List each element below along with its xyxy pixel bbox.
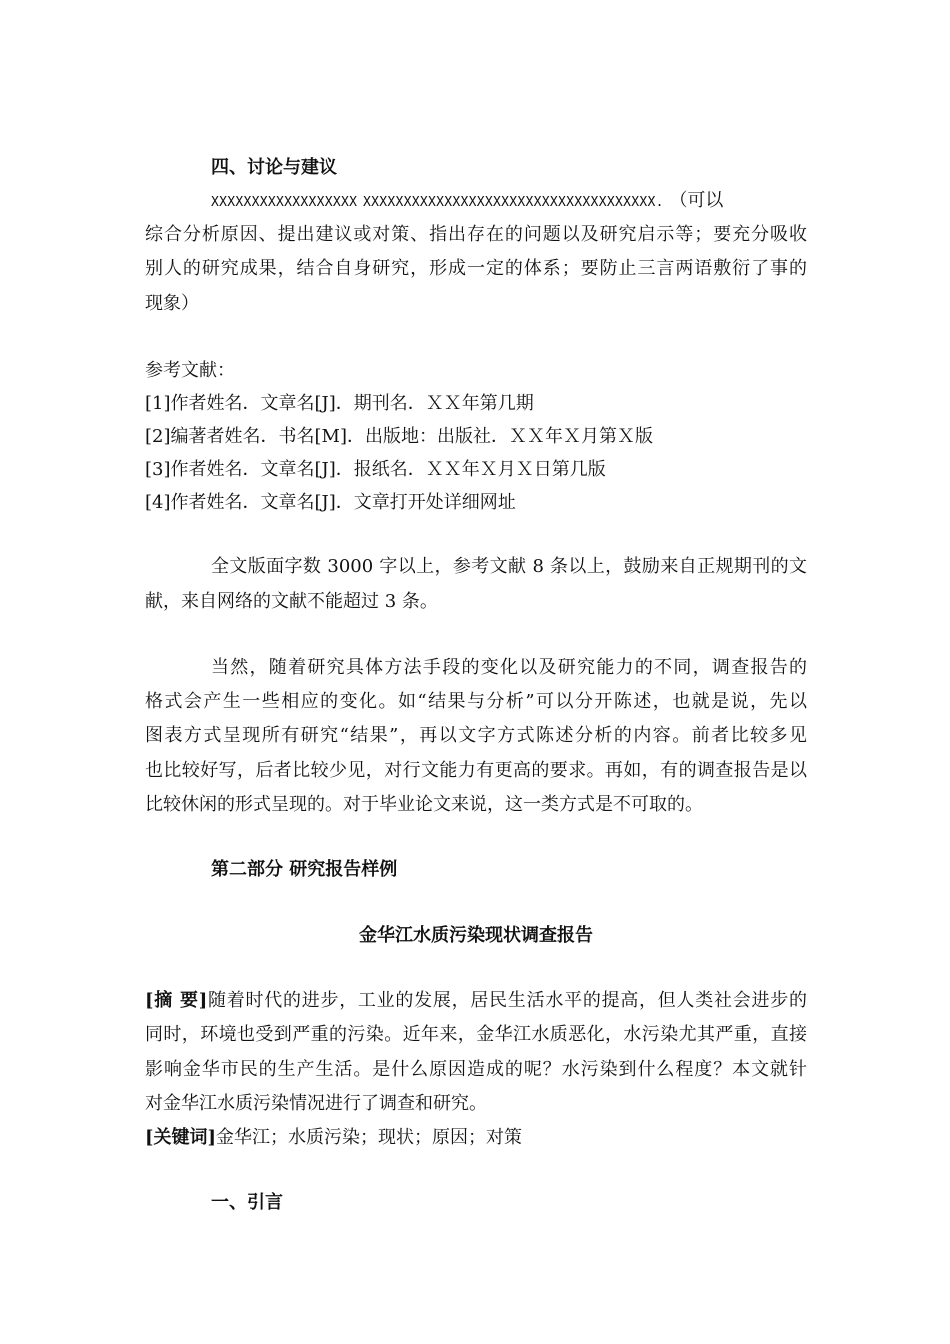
- note-line2: 格式会产生一些相应的变化。如“结果与分析”可以分开陈述，也就是说，先以: [145, 691, 807, 712]
- abstract-line3: 影响金华市民的生产生活。是什么原因造成的呢？水污染到什么程度？本文就针: [145, 1059, 807, 1080]
- section4-heading: 四、讨论与建议: [211, 157, 337, 178]
- intro-heading: 一、引言: [211, 1192, 283, 1213]
- abstract-line2: 同时，环境也受到严重的污染。近年来，金华江水质恶化，水污染尤其严重，直接: [145, 1024, 807, 1045]
- reference-item-2: [2]编著者姓名．书名[M]．出版地：出版社．ＸＸ年Ｘ月第Ｘ版: [145, 426, 653, 447]
- keywords-line: [145, 1121, 807, 1155]
- note-line1: 当然，随着研究具体方法手段的变化以及研究能力的不同，调查报告的: [211, 657, 807, 678]
- placeholder-x-run-b: XXXXXXXXXXXXXXXXXXXXXXXXXXXXXXXXXXXX.: [363, 195, 664, 210]
- reference-item-1: [1]作者姓名．文章名[J]．期刊名．ＸＸ年第几期: [145, 393, 534, 414]
- keywords-label: [关键词]: [145, 1127, 217, 1148]
- reference-item-3: [3]作者姓名．文章名[J]．报纸名．ＸＸ年Ｘ月Ｘ日第几版: [145, 459, 606, 480]
- requirement-line1: 全文版面字数 3000 字以上，参考文献 8 条以上，鼓励来自正规期刊的文: [211, 556, 807, 577]
- note-line4: 也比较好写，后者比较少见，对行文能力有更高的要求。再如，有的调查报告是以: [145, 760, 807, 781]
- placeholder-x-run-a: XXXXXXXXXXXXXXXXXX: [211, 195, 358, 210]
- keywords-text: 金华江；水质污染；现状；原因；对策: [216, 1127, 523, 1148]
- sample-report-title: 金华江水质污染现状调查报告: [359, 925, 593, 946]
- abstract-text-1: 随着时代的进步，工业的发展，居民生活水平的提高，但人类社会进步的: [207, 990, 807, 1011]
- section4-line2: 综合分析原因、提出建议或对策、指出存在的问题以及研究启示等；要充分吸收: [145, 224, 807, 245]
- abstract-label: [摘 要]: [145, 990, 208, 1011]
- part2-heading: 第二部分 研究报告样例: [211, 859, 398, 880]
- note-line5: 比较休闲的形式呈现的。对于毕业论文来说，这一类方式是不可取的。: [145, 794, 703, 815]
- reference-item-4: [4]作者姓名．文章名[J]．文章打开处详细网址: [145, 492, 516, 513]
- abstract-line1: [145, 984, 807, 1018]
- section4-line4: 现象）: [145, 293, 199, 314]
- section4-line3: 别人的研究成果，结合自身研究，形成一定的体系；要防止三言两语敷衍了事的: [145, 258, 807, 279]
- requirement-line2: 献，来自网络的文献不能超过 3 条。: [145, 591, 438, 612]
- section4-line1: [211, 184, 807, 218]
- references-title: 参考文献：: [145, 360, 235, 381]
- note-line3: 图表方式呈现所有研究“结果”，再以文字方式陈述分析的内容。前者比较多见: [145, 725, 807, 746]
- abstract-line4: 对金华江水质污染情况进行了调查和研究。: [145, 1093, 487, 1114]
- section4-line1-tail: （可以: [669, 190, 724, 211]
